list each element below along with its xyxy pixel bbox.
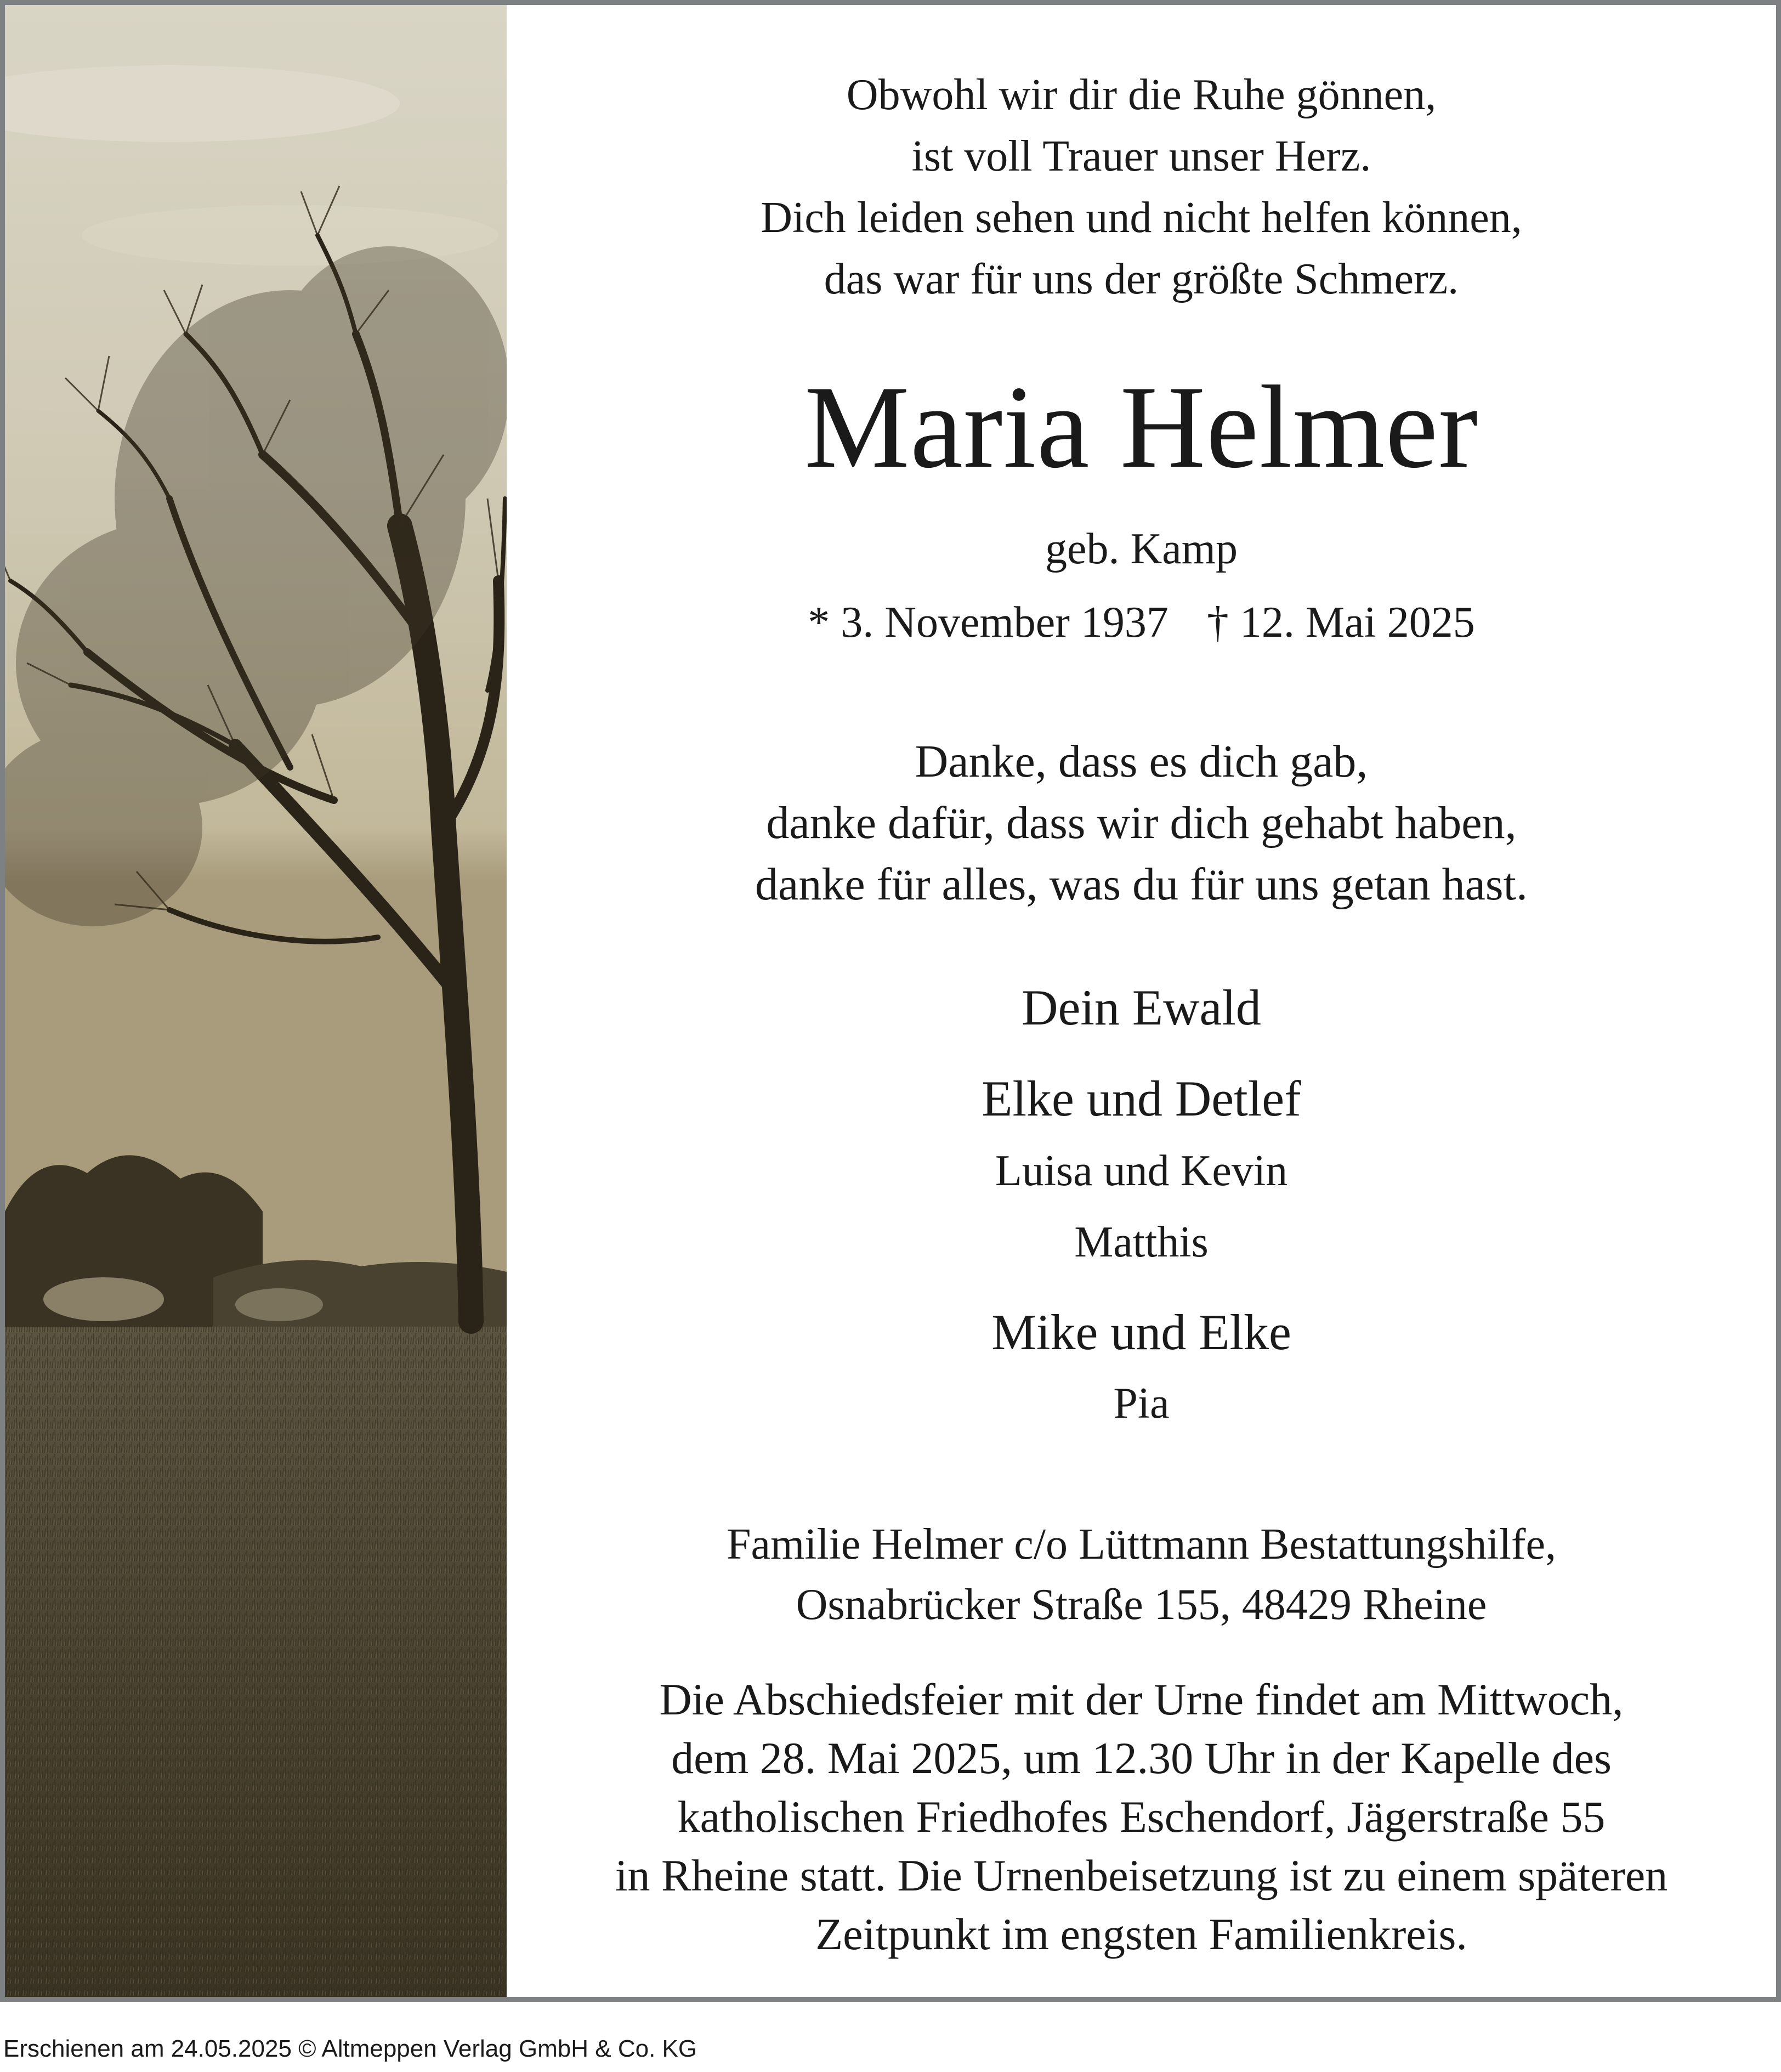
birth-date: * 3. November 1937: [808, 598, 1169, 647]
ceremony-line: in Rheine statt. Die Urnenbeisetzung ist zu einem späteren: [615, 1850, 1668, 1900]
life-dates: [507, 595, 1776, 650]
thanks-verse: [507, 731, 1776, 915]
mourner-grandchildren-1: Luisa und Kevin: [995, 1147, 1288, 1195]
publication-footer: Erschienen am 24.05.2025 © Altmeppen Verlag GmbH & Co. KG: [3, 2035, 697, 2062]
verse-line: ist voll Trauer unser Herz.: [911, 132, 1371, 180]
opening-verse: [507, 64, 1776, 310]
mourner-child-2: Mike und Elke: [991, 1304, 1291, 1360]
ceremony-line: Zeitpunkt im engsten Familienkreis.: [815, 1909, 1467, 1959]
verse-line: das war für uns der größte Schmerz.: [824, 255, 1459, 303]
verse-line: Dich leiden sehen und nicht helfen können,: [761, 194, 1522, 242]
verse-line: danke für alles, was du für uns getan hast.: [755, 859, 1528, 910]
deceased-name: Maria Helmer: [804, 361, 1479, 492]
ceremony-line: Die Abschiedsfeier mit der Urne findet am Mittwoch,: [659, 1674, 1624, 1724]
ceremony-line: katholischen Friedhofes Eschendorf, Jägerstraße 55: [677, 1792, 1606, 1842]
maiden-name: geb. Kamp: [1045, 525, 1238, 573]
condolence-address: [507, 1514, 1776, 1635]
address-line: Osnabrücker Straße 155, 48429 Rheine: [796, 1581, 1487, 1629]
mourner-great-grandchild-1: Matthis: [1074, 1218, 1209, 1266]
verse-line: Danke, dass es dich gab,: [915, 736, 1368, 787]
mourner-grandchild-2: Pia: [1113, 1379, 1170, 1428]
verse-line: danke dafür, dass wir dich gehabt haben,: [766, 797, 1517, 848]
sepia-tree-photo: [5, 5, 507, 1997]
death-date: † 12. Mai 2025: [1206, 598, 1475, 647]
address-line: Familie Helmer c/o Lüttmann Bestattungshilfe,: [726, 1520, 1556, 1569]
verse-line: Obwohl wir dir die Ruhe gönnen,: [846, 71, 1437, 119]
obituary-text-panel: [507, 5, 1776, 1997]
mourner-spouse: Dein Ewald: [1022, 980, 1261, 1035]
ceremony-notice: [507, 1670, 1776, 1963]
ceremony-line: dem 28. Mai 2025, um 12.30 Uhr in der Kapelle des: [671, 1733, 1612, 1783]
mourner-child-1: Elke und Detlef: [982, 1071, 1301, 1126]
